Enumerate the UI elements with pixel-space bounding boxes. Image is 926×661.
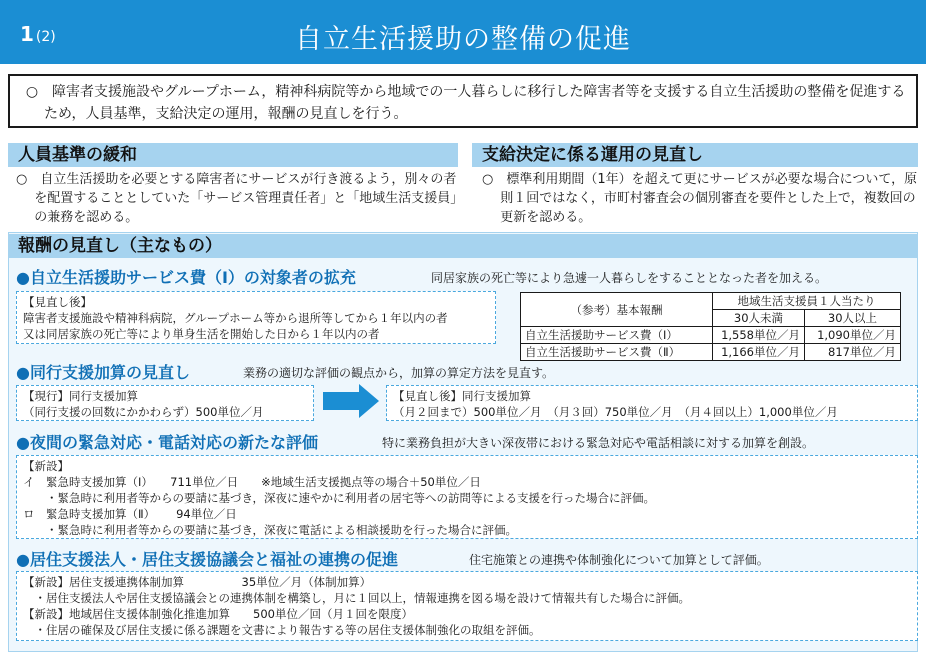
item2-after-line: （月２回まで）500単位／月 （月３回）750単位／月 （月４回以上）1,000単位／月 (393, 405, 838, 419)
item2-before-line: 【現行】同行支援加算 (23, 389, 138, 403)
decision-paragraph: ○ 標準利用期間（1年）を超えて更にサービスが必要な場合について，原則１回ではなく，市町村審査会の個別審査を要件とした上で，複数回の更新を認める。 (482, 172, 918, 225)
staffing-paragraph: ○ 自立生活援助を必要とする障害者にサービスが行き渡るよう，別々の者を配置することとしていた「サービス管理責任者」と「地域生活支援員」の兼務を認める。 (16, 172, 457, 225)
item4-line: 【新設】地域居住支援体制強化推進加算 500単位／回（月１回を限度） (23, 607, 413, 621)
item2-note: 業務の適切な評価の観点から，加算の算定方法を見直す。 (243, 366, 555, 380)
item3-line: 【新設】 (23, 459, 69, 473)
item1-box-line: 障害者支援施設や精神科病院，グループホーム等から退所等してから１年以内の者 (23, 311, 448, 325)
item3-note: 特に業務負担が大きい深夜帯における緊急対応や電話相談に対する加算を創設。 (382, 436, 815, 450)
col-header: 30人未満 (713, 310, 805, 327)
group-header: 地域生活支援員１人当たり (713, 293, 901, 310)
item3-line: ロ 緊急時支援加算（Ⅱ） 94単位／日 (23, 507, 237, 521)
item1-title: ●自立生活援助サービス費（Ⅰ）の対象者の拡充 (16, 268, 356, 287)
table-row (521, 327, 901, 344)
item2-before-line: （同行支援の回数にかかわらず）500単位／月 (23, 405, 264, 419)
item4-line: ・住居の確保及び居住支援に係る課題を文書により報告する等の居住支援体制強化の取組を評価。 (23, 623, 541, 637)
table-row (521, 344, 901, 361)
decision-heading: 支給決定に係る運用の見直し (472, 143, 918, 167)
cell-value: 1,558単位／月 (713, 327, 805, 344)
ref-label: （参考）基本報酬 (521, 293, 713, 327)
cell-value: 1,090単位／月 (805, 327, 901, 344)
row-name: 自立生活援助サービス費（Ⅱ） (521, 344, 713, 361)
item2-title: ●同行支援加算の見直し (16, 363, 190, 382)
item1-box-line: 又は同居家族の死亡等により単身生活を開始した日から１年以内の者 (23, 327, 380, 341)
base-fee-table (520, 292, 901, 361)
item4-note: 住宅施策との連携や体制強化について加算として評価。 (469, 553, 769, 567)
row-name: 自立生活援助サービス費（Ⅰ） (521, 327, 713, 344)
item2-before-box (16, 385, 314, 421)
item4-box (16, 571, 918, 641)
item3-line: イ 緊急時支援加算（Ⅰ） 711単位／日 ※地域生活支援拠点等の場合＋50単位／日 (23, 475, 481, 489)
cell-value: 817単位／月 (805, 344, 901, 361)
item4-title: ●居住支援法人・居住支援協議会と福祉の連携の促進 (16, 550, 398, 569)
fees-heading: 報酬の見直し（主なもの） (8, 234, 918, 258)
item3-line: ・緊急時に利用者等からの要請に基づき，深夜に速やかに利用者の居宅等への訪問等による支援を行った場合に評価。 (23, 491, 656, 505)
item1-box (16, 291, 496, 344)
item3-line: ・緊急時に利用者等からの要請に基づき，深夜に電話による相談援助を行った場合に評価。 (23, 523, 518, 537)
item2-after-line: 【見直し後】同行支援加算 (393, 389, 531, 403)
staffing-text (8, 170, 458, 227)
item1-box-line: 【見直し後】 (23, 295, 92, 309)
item4-line: 【新設】居住支援連携体制加算 35単位／月（体制加算） (23, 575, 372, 589)
summary-box: ○ 障害者支援施設やグループホーム，精神科病院等から地域での一人暮らしに移行した障害者等を支援する自立生活援助の整備を促進するため，人員基準，支給決定の運用，報酬の見直しを行う。 (8, 74, 918, 128)
section-number: 1 (2) (20, 22, 56, 46)
arrow-right-icon (323, 384, 379, 418)
cell-value: 1,166単位／月 (713, 344, 805, 361)
item4-line: ・居住支援法人や居住支援協議会との連携体制を構築し，月に１回以上，情報連携を図る場を設けて情報共有した場合に評価。 (23, 591, 690, 605)
page-title: 自立生活援助の整備の促進 (295, 24, 631, 55)
decision-text (472, 170, 918, 227)
item3-box (16, 455, 918, 539)
staffing-heading: 人員基準の緩和 (8, 143, 458, 167)
item1-note: 同居家族の死亡等により急遽一人暮らしをすることとなった者を加える。 (431, 271, 828, 285)
col-header: 30人以上 (805, 310, 901, 327)
title-bar (0, 0, 926, 64)
item2-after-box (386, 385, 918, 421)
item3-title: ●夜間の緊急対応・電話対応の新たな評価 (16, 433, 318, 452)
